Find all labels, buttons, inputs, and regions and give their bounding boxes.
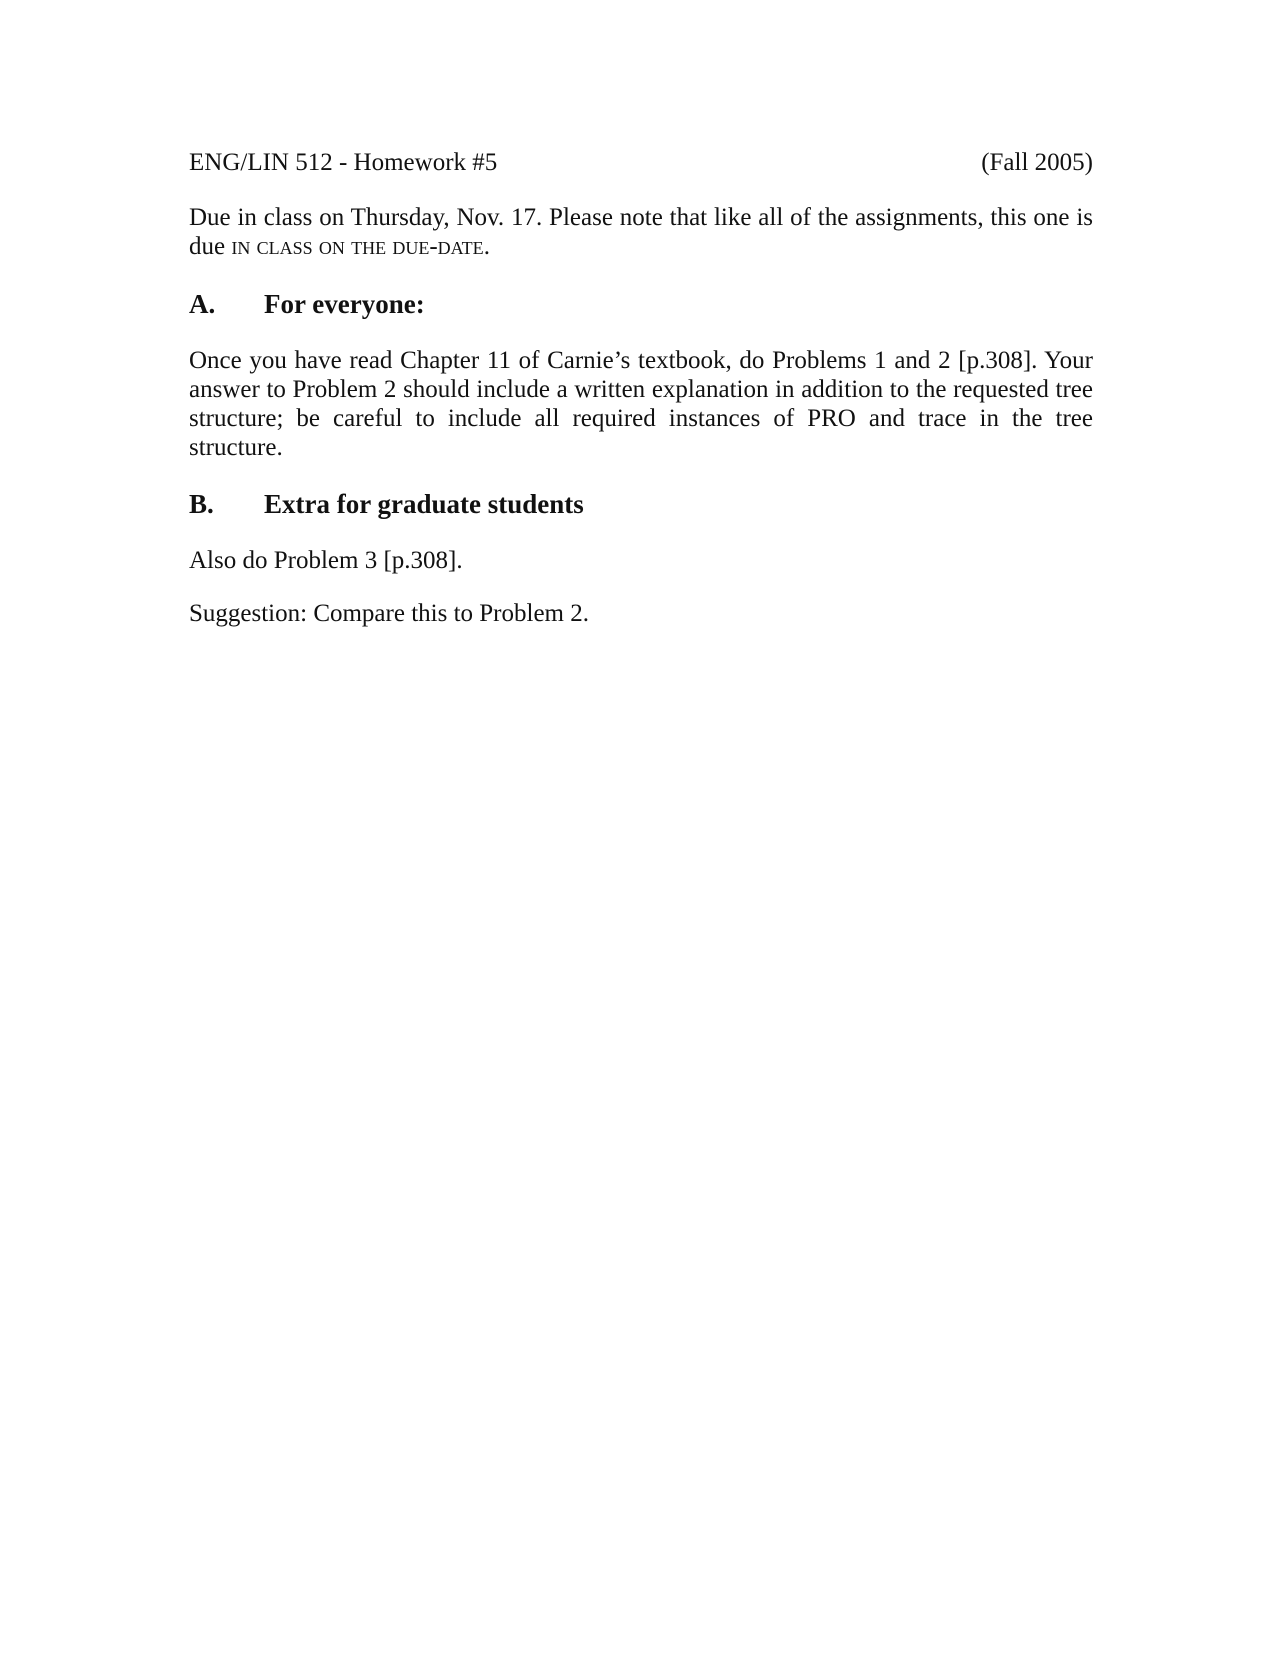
section-a-heading: [189, 288, 1093, 320]
due-notice-emphasis: in class on the due-date: [231, 233, 484, 260]
due-notice-end: .: [483, 233, 490, 260]
section-b-title: Extra for graduate students: [264, 489, 584, 519]
section-a-letter: A.: [189, 289, 216, 319]
due-notice: [189, 203, 1093, 261]
course-title: ENG/LIN 512 - Homework #5: [189, 149, 498, 176]
document-header: [189, 148, 1093, 178]
document-page: [189, 148, 1093, 628]
due-notice-text: Due in class on Thursday, Nov. 17. Please note that like all of the assignments, this one is due: [189, 204, 1093, 260]
section-b-letter: B.: [189, 489, 214, 519]
term-label: (Fall 2005): [981, 149, 1093, 176]
section-b-body: Also do Problem 3 [p.308].: [189, 547, 463, 574]
section-a-body: Once you have read Chapter 11 of Carnie’s textbook, do Problems 1 and 2 [p.308]. Your answer to Problem 2 should include a written explanation in addition to the requested tree structure; be careful to include all required instances of PRO and trace in the tree structure.: [189, 347, 1093, 461]
section-b-suggestion: Suggestion: Compare this to Problem 2.: [189, 600, 589, 627]
section-a-title: For everyone:: [264, 289, 425, 319]
section-b-heading: [189, 488, 1093, 520]
